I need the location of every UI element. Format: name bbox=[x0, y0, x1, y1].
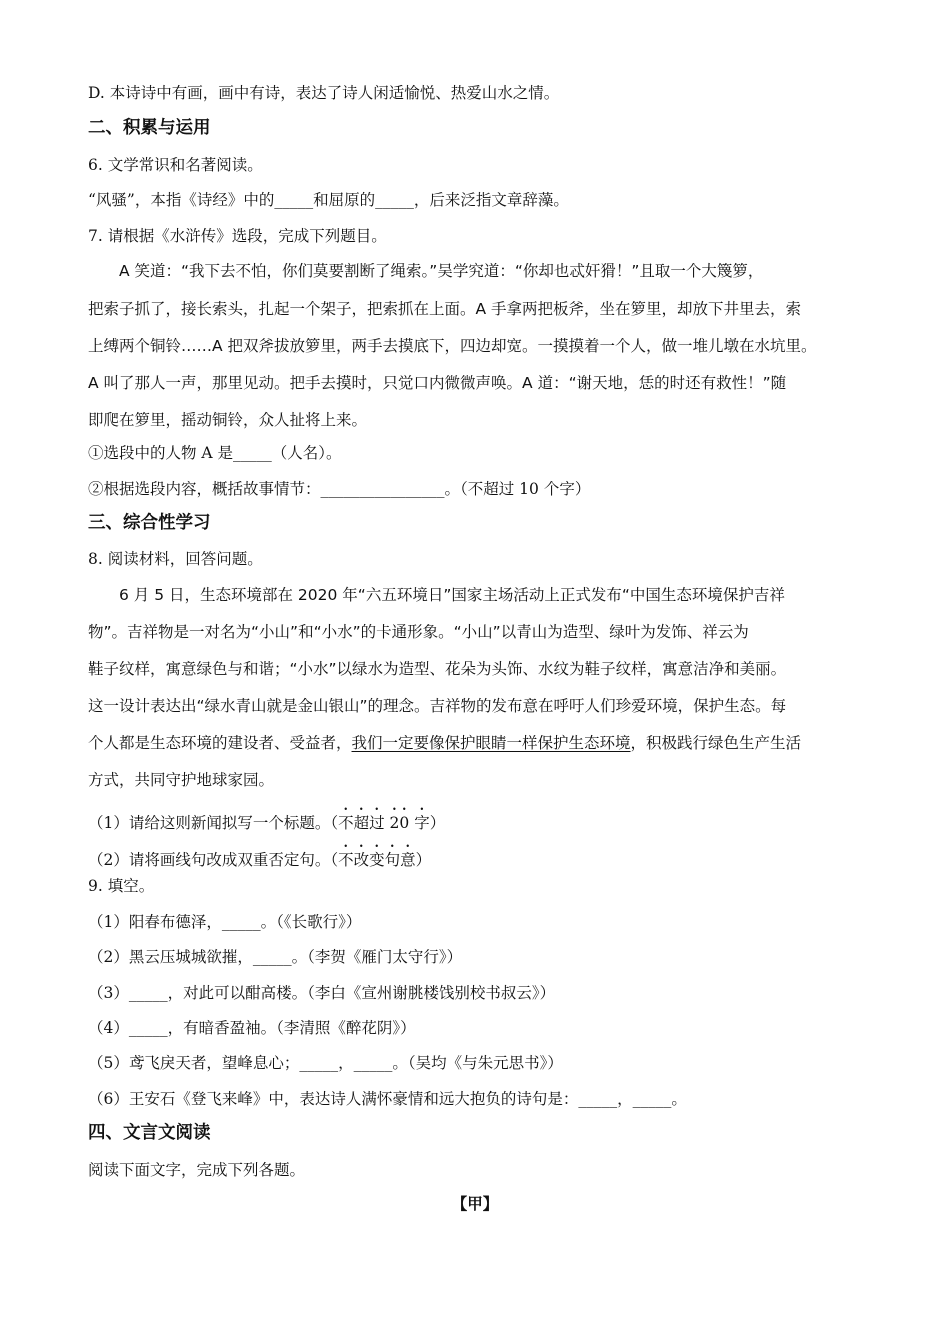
q7-sub2: ②根据选段内容，概括故事情节：________________。（不超过 10 个字） bbox=[88, 480, 591, 498]
section-3-heading: 三、综合性学习 bbox=[88, 513, 211, 533]
section-2-heading: 二、积累与运用 bbox=[88, 118, 211, 138]
q8-passage-line: 鞋子纹样，寓意绿色与和谐；“小水”以绿水为造型、花朵为头饰、水纹为鞋子纹样，寓意洁净和美丽。 bbox=[88, 660, 787, 678]
q9-item: （3）_____，对此可以酣高楼。（李白《宣州谢朓楼饯别校书叔云》） bbox=[88, 984, 556, 1002]
q6-body: “风骚”，本指《诗经》中的_____和屈原的_____，后来泛指文章辞藻。 bbox=[88, 191, 569, 209]
emphasis-text: 不超过 20 字 bbox=[338, 814, 430, 832]
q8-sub1-text: ） bbox=[429, 814, 446, 832]
q7-passage-line: 上缚两个铜铃……A 把双斧拔放箩里，两手去摸底下，四边却宽。一摸摸着一个人，做一堆儿墩在水坑里。 bbox=[88, 337, 817, 355]
q8-sub2-text: ） bbox=[415, 851, 432, 869]
q8-passage-line bbox=[88, 733, 801, 753]
q7-passage-line: A 笑道：“我下去不怕，你们莫要割断了绳索。”吴学究道：“你却也忒奸猾！”且取一个大篾箩， bbox=[119, 262, 764, 280]
q8-sub2-text: （2）请将画线句改成双重否定句。（ bbox=[88, 851, 339, 869]
q9-item: （6）王安石《登飞来峰》中，表达诗人满怀豪情和远大抱负的诗句是：_____，_____。 bbox=[88, 1090, 687, 1108]
q8-passage-line: 物”。吉祥物是一对名为“小山”和“小水”的卡通形象。“小山”以青山为造型、绿叶为发饰、祥云为 bbox=[88, 623, 749, 641]
q8-sub1-text: （1）请给这则新闻拟写一个标题。（ bbox=[88, 814, 339, 832]
q8-passage-line: 6 月 5 日，生态环境部在 2020 年“六五环境日”国家主场活动上正式发布“中国生态环境保护吉祥 bbox=[119, 586, 785, 604]
underlined-sentence: 我们一定要像保护眼睛一样保护生态环境 bbox=[351, 734, 631, 752]
q7-passage-line: 即爬在箩里，摇动铜铃，众人扯将上来。 bbox=[88, 411, 368, 429]
passage-text: ，积极践行绿色生产生活 bbox=[630, 734, 802, 752]
q8-sub2 bbox=[88, 842, 431, 870]
q9-item: （4）_____，有暗香盈袖。（李清照《醉花阴》） bbox=[88, 1019, 416, 1037]
section-4-instruction: 阅读下面文字，完成下列各题。 bbox=[88, 1161, 306, 1179]
q7-title: 7. 请根据《水浒传》选段，完成下列题目。 bbox=[88, 227, 387, 245]
q8-passage-line: 方式，共同守护地球家园。 bbox=[88, 771, 275, 789]
q8-passage-line: 这一设计表达出“绿水青山就是金山银山”的理念。吉祥物的发布意在呼吁人们珍爱环境，保护生态。每 bbox=[88, 697, 787, 715]
q7-sub1: ①选段中的人物 A 是_____（人名）。 bbox=[88, 444, 342, 462]
q8-title: 8. 阅读材料，回答问题。 bbox=[88, 550, 263, 568]
q9-item: （2）黑云压城城欲摧，_____。（李贺《雁门太守行》） bbox=[88, 948, 463, 966]
q9-item: （1）阳春布德泽，_____。（《长歌行》） bbox=[88, 913, 362, 931]
q6-title: 6. 文学常识和名著阅读。 bbox=[88, 156, 263, 174]
passage-text: 个人都是生态环境的建设者、受益者， bbox=[88, 734, 352, 752]
q5-option-d: D. 本诗诗中有画，画中有诗，表达了诗人闲适愉悦、热爱山水之情。 bbox=[88, 84, 560, 102]
emphasis-text: 不改变句意 bbox=[338, 851, 416, 869]
q9-title: 9. 填空。 bbox=[88, 877, 155, 895]
q7-passage-line: A 叫了那人一声，那里见动。把手去摸时，只觉口内微微声唤。A 道：“谢天地，恁的时还有救性！”随 bbox=[88, 374, 787, 392]
section-4-heading: 四、文言文阅读 bbox=[88, 1123, 211, 1143]
passage-jia-label: 【甲】 bbox=[451, 1194, 499, 1213]
q8-sub1 bbox=[88, 805, 445, 833]
q9-item: （5）鸢飞戾天者，望峰息心；_____，_____。（吴均《与朱元思书》） bbox=[88, 1054, 563, 1072]
q7-passage-line: 把索子抓了，接长索头，扎起一个架子，把索抓在上面。A 手拿两把板斧，坐在箩里，却放下井里去，索 bbox=[88, 300, 802, 318]
